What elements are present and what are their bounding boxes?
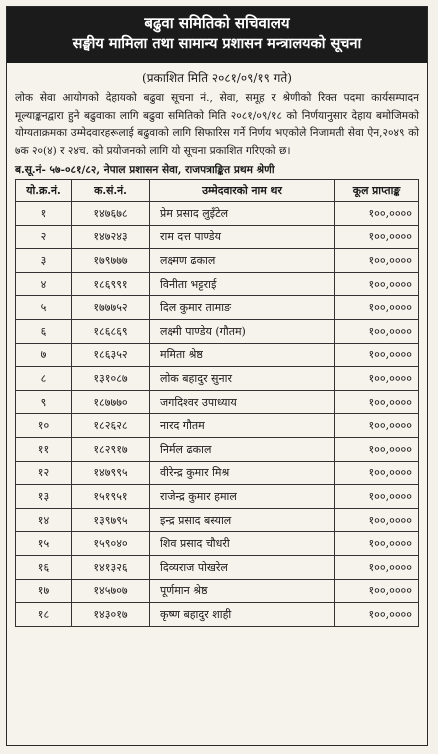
cell-roll: १३९७९५ <box>72 508 150 532</box>
cell-sn: ११ <box>16 437 72 461</box>
cell-sn: १७ <box>16 579 72 603</box>
cell-name: दिल कुमार तामाङ <box>150 296 335 320</box>
header-amount: कूल प्राप्ताङ्क <box>335 180 419 202</box>
cell-roll: १४३०१७ <box>72 603 150 627</box>
table-row <box>16 579 419 603</box>
cell-sn: ५ <box>16 296 72 320</box>
cell-name: इन्द्र प्रसाद बस्याल <box>150 508 335 532</box>
cell-amount: १००,०००० <box>335 603 419 627</box>
cell-amount: १००,०००० <box>335 296 419 320</box>
cell-roll: १४५७०७ <box>72 579 150 603</box>
table-row <box>16 485 419 509</box>
table-row <box>16 555 419 579</box>
cell-roll: १७७७५२ <box>72 296 150 320</box>
cell-amount: १००,०००० <box>335 272 419 296</box>
table-row <box>16 603 419 627</box>
table-row <box>16 437 419 461</box>
cell-sn: ६ <box>16 319 72 343</box>
cell-name: ममिता श्रेष्ठ <box>150 343 335 367</box>
candidates-table <box>15 179 419 627</box>
cell-name: नारद गौतम <box>150 414 335 438</box>
table-row <box>16 343 419 367</box>
header-sn: यो.क्र.नं. <box>16 180 72 202</box>
cell-sn: १८ <box>16 603 72 627</box>
notice-body: लोक सेवा आयोगको देहायको बढुवा सूचना नं., सेवा, समूह र श्रेणीको रिक्त पदमा कार्यसम्पादन मूल्याङ्कनद्वारा हुने बढुवाका लागि बढुवा समितिको मिति २०८१/०९/१८ को निर्णयानुसार देहाय बमोजिमको योग्यताक्रमका उम्मेदवारहरूलाई बढुवाको लागि सिफारिस गर्ने निर्णय भएकोले निजामती सेवा ऐन,२०४९ को ७क २०(४) र २४च. को प्रयोजनको लागि यो सूचना प्रकाशित गरिएको छ। <box>15 92 419 157</box>
cell-roll: १५९०४० <box>72 532 150 556</box>
cell-name: शिव प्रसाद चौधरी <box>150 532 335 556</box>
cell-name: जगदिश्वर उपाध्याय <box>150 390 335 414</box>
cell-amount: १००,०००० <box>335 532 419 556</box>
cell-roll: १८२६२८ <box>72 414 150 438</box>
cell-amount: १००,०००० <box>335 508 419 532</box>
cell-name: प्रेम प्रसाद लुइँटेल <box>150 202 335 226</box>
cell-name: लक्ष्मण ढकाल <box>150 249 335 273</box>
table-row <box>16 249 419 273</box>
cell-name: लोक बहादुर सुनार <box>150 367 335 391</box>
cell-sn: ७ <box>16 343 72 367</box>
cell-amount: १००,०००० <box>335 579 419 603</box>
table-row <box>16 390 419 414</box>
cell-name: पूर्णमान श्रेष्ठ <box>150 579 335 603</box>
cell-name: कृष्ण बहादुर शाही <box>150 603 335 627</box>
cell-sn: १ <box>16 202 72 226</box>
table-row <box>16 296 419 320</box>
cell-roll: १८६८६९ <box>72 319 150 343</box>
secretariat-title: बढुवा समितिको सचिवालय <box>144 14 290 32</box>
cell-roll: १७९७७७ <box>72 249 150 273</box>
table-row <box>16 367 419 391</box>
cell-name: वीरेन्द्र कुमार मिश्र <box>150 461 335 485</box>
cell-roll: १४१३२६ <box>72 555 150 579</box>
cell-sn: ३ <box>16 249 72 273</box>
table-body <box>16 202 419 627</box>
table-header-row <box>16 180 419 202</box>
cell-roll: १४७२४३ <box>72 225 150 249</box>
cell-amount: १००,०००० <box>335 343 419 367</box>
cell-roll: १८६९९१ <box>72 272 150 296</box>
cell-amount: १००,०००० <box>335 461 419 485</box>
cell-sn: ९ <box>16 390 72 414</box>
table-row <box>16 532 419 556</box>
cell-roll: १४७९९५ <box>72 461 150 485</box>
cell-sn: १० <box>16 414 72 438</box>
cell-name: दिव्यराज पोखरेल <box>150 555 335 579</box>
cell-name: विनीता भट्टराई <box>150 272 335 296</box>
cell-amount: १००,०००० <box>335 225 419 249</box>
cell-amount: १००,०००० <box>335 485 419 509</box>
cell-sn: २ <box>16 225 72 249</box>
ministry-title: सङ्घीय मामिला तथा सामान्य प्रशासन मन्त्रालयको सूचना <box>72 35 362 52</box>
cell-roll: १४७६७८ <box>72 202 150 226</box>
table-row <box>16 272 419 296</box>
cell-amount: १००,०००० <box>335 249 419 273</box>
cell-roll: १८७७७० <box>72 390 150 414</box>
cell-amount: १००,०००० <box>335 390 419 414</box>
header-roll: क.सं.नं. <box>72 180 150 202</box>
cell-roll: १८२९१७ <box>72 437 150 461</box>
cell-sn: १६ <box>16 555 72 579</box>
cell-name: निर्मल ढकाल <box>150 437 335 461</box>
table-row <box>16 414 419 438</box>
cell-sn: ४ <box>16 272 72 296</box>
cell-amount: १००,०००० <box>335 319 419 343</box>
reference-line: ब.सू.नं- ५७-०८१/८२, नेपाल प्रशासन सेवा, राजपत्राङ्कित प्रथम श्रेणी <box>15 164 275 176</box>
cell-roll: १५१९५१ <box>72 485 150 509</box>
table-row <box>16 202 419 226</box>
cell-amount: १००,०००० <box>335 414 419 438</box>
cell-roll: १३१०८७ <box>72 367 150 391</box>
table-row <box>16 319 419 343</box>
table-row <box>16 508 419 532</box>
table-row <box>16 461 419 485</box>
table-row <box>16 225 419 249</box>
cell-roll: १८६३५२ <box>72 343 150 367</box>
cell-sn: १४ <box>16 508 72 532</box>
cell-name: राम दत्त पाण्डेय <box>150 225 335 249</box>
cell-sn: १३ <box>16 485 72 509</box>
published-date: (प्रकाशित मिति २०८१/०९/१९ गते) <box>142 71 292 85</box>
header-name: उम्मेदवारको नाम थर <box>150 180 335 202</box>
cell-amount: १००,०००० <box>335 437 419 461</box>
cell-amount: १००,०००० <box>335 367 419 391</box>
cell-sn: १५ <box>16 532 72 556</box>
cell-amount: १००,०००० <box>335 555 419 579</box>
cell-sn: ८ <box>16 367 72 391</box>
cell-sn: १२ <box>16 461 72 485</box>
cell-name: लक्ष्मी पाण्डेय (गौतम) <box>150 319 335 343</box>
cell-name: राजेन्द्र कुमार हमाल <box>150 485 335 509</box>
notice-header <box>7 7 427 63</box>
cell-amount: १००,०००० <box>335 202 419 226</box>
notice-page <box>6 6 428 746</box>
